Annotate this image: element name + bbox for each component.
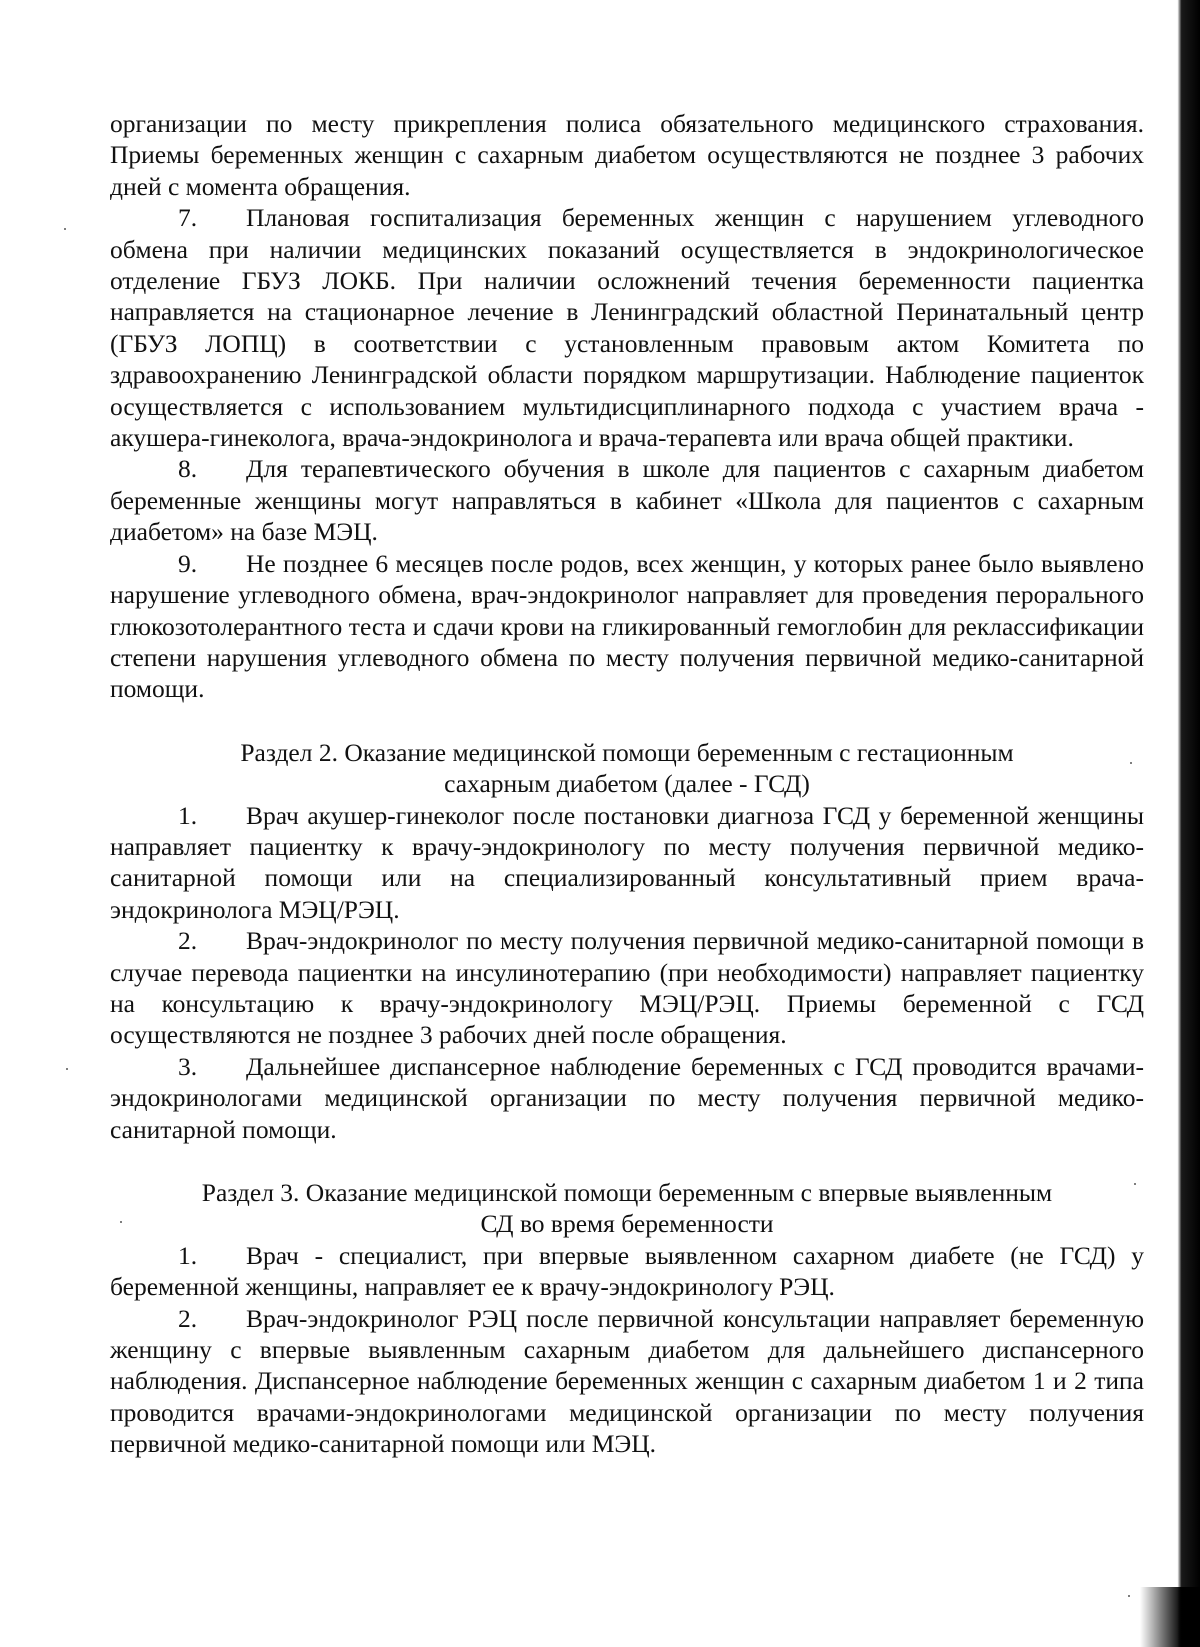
item-text: Врач акушер-гинеколог после постановки диагноза ГСД у беременной женщины направляет пациентку к врачу-эндокринологу по месту получения первичной медико-санитарной помощи или на специализированный консультативный прием врача-эндокринолога МЭЦ/РЭЦ. bbox=[110, 800, 1144, 924]
section3-title bbox=[110, 1177, 1144, 1240]
section3-title-line2: СД во время беременности bbox=[480, 1209, 774, 1239]
section2-item-1 bbox=[110, 800, 1144, 926]
section2-title bbox=[110, 737, 1144, 800]
intro-paragraph: организации по месту прикрепления полиса обязательного медицинского страхования. Приемы беременных женщин с сахарным диабетом осуществляются не позднее 3 рабочих дней с момента обращения. bbox=[110, 109, 1144, 201]
section3-title-line1: Раздел 3. Оказание медицинской помощи беременным с впервые выявленным bbox=[201, 1178, 1053, 1207]
scan-speck bbox=[64, 228, 66, 230]
item-number: 7. bbox=[178, 203, 198, 233]
scan-shadow-edge bbox=[1170, 0, 1200, 1647]
section2-item-3 bbox=[110, 1051, 1144, 1145]
scan-speck bbox=[66, 1068, 68, 1070]
item-number: 9. bbox=[178, 548, 198, 578]
item-number: 8. bbox=[178, 454, 198, 484]
item-text: Для терапевтического обучения в школе для пациентов с сахарным диабетом беременные женщины могут направляться в кабинет «Школа для пациентов с сахарным диабетом» на базе МЭЦ. bbox=[110, 454, 1144, 547]
section3-item-1 bbox=[110, 1240, 1144, 1303]
scan-speck bbox=[1134, 1183, 1136, 1185]
item-text: Не позднее 6 месяцев после родов, всех женщин, у которых ранее было выявлено нарушение углеводного обмена, врач-эндокринолог направляет для проведения перорального глюкозотолерантного теста и сдачи крови на гликированный гемоглобин для реклассификации степени нарушения углеводного обмена по месту получения первичной медико-санитарной помощи. bbox=[110, 548, 1144, 704]
item-number: 2. bbox=[178, 926, 198, 956]
section1-item-9 bbox=[110, 548, 1144, 705]
item-number: 1. bbox=[178, 800, 198, 830]
scan-speck bbox=[120, 1221, 122, 1223]
item-number: 2. bbox=[178, 1303, 198, 1333]
item-text: Врач - специалист, при впервые выявленном сахарном диабете (не ГСД) у беременной женщины, направляет ее к врачу-эндокринологу РЭЦ. bbox=[110, 1240, 1144, 1302]
scan-speck bbox=[1128, 1595, 1130, 1597]
item-text: Плановая госпитализация беременных женщин с нарушением углеводного обмена при наличии медицинских показаний осуществляется в эндокринологическое отделение ГБУЗ ЛОКБ. При наличии осложнений течения беременности пациентка направляется на стационарное лечение в Ленинградский областной Перинатальный центр (ГБУЗ ЛОПЦ) в соответствии с установленным правовым актом Комитета по здравоохранению Ленинградской области порядком маршрутизации. Наблюдение пациенток осуществляется с использованием мультидисциплинарного подхода с участием врача - акушера-гинеколога, врача-эндокринолога и врача-терапевта или врача общей практики. bbox=[110, 203, 1144, 453]
section2-title-line2: сахарным диабетом (далее - ГСД) bbox=[444, 769, 810, 799]
item-number: 3. bbox=[178, 1051, 198, 1081]
item-text: Врач-эндокринолог по месту получения первичной медико-санитарной помощи в случае перевода пациентки на инсулинотерапию (при необходимости) направляет пациентку на консультацию к врачу-эндокринологу МЭЦ/РЭЦ. Приемы беременной с ГСД осуществляются не позднее 3 рабочих дней после обращения. bbox=[110, 926, 1144, 1050]
section3-item-2 bbox=[110, 1303, 1144, 1460]
section2-title-line1: Раздел 2. Оказание медицинской помощи беременным с гестационным bbox=[240, 737, 1014, 767]
document-body bbox=[110, 108, 1144, 1460]
scan-speck bbox=[1130, 762, 1132, 764]
item-number: 1. bbox=[178, 1240, 198, 1270]
section1-item-8 bbox=[110, 453, 1144, 547]
scan-shadow-corner bbox=[1140, 1587, 1200, 1647]
item-text: Врач-эндокринолог РЭЦ после первичной консультации направляет беременную женщину с впервые выявленным сахарным диабетом для дальнейшего диспансерного наблюдения. Диспансерное наблюдение беременных женщин с сахарным диабетом 1 и 2 типа проводится врачами-эндокринологами медицинской организации по месту получения первичной медико-санитарной помощи или МЭЦ. bbox=[110, 1303, 1144, 1459]
item-text: Дальнейшее диспансерное наблюдение беременных с ГСД проводится врачами-эндокринологами медицинской организации по месту получения первичной медико-санитарной помощи. bbox=[110, 1051, 1144, 1144]
section2-item-2 bbox=[110, 925, 1144, 1051]
section1-item-7 bbox=[110, 202, 1144, 453]
